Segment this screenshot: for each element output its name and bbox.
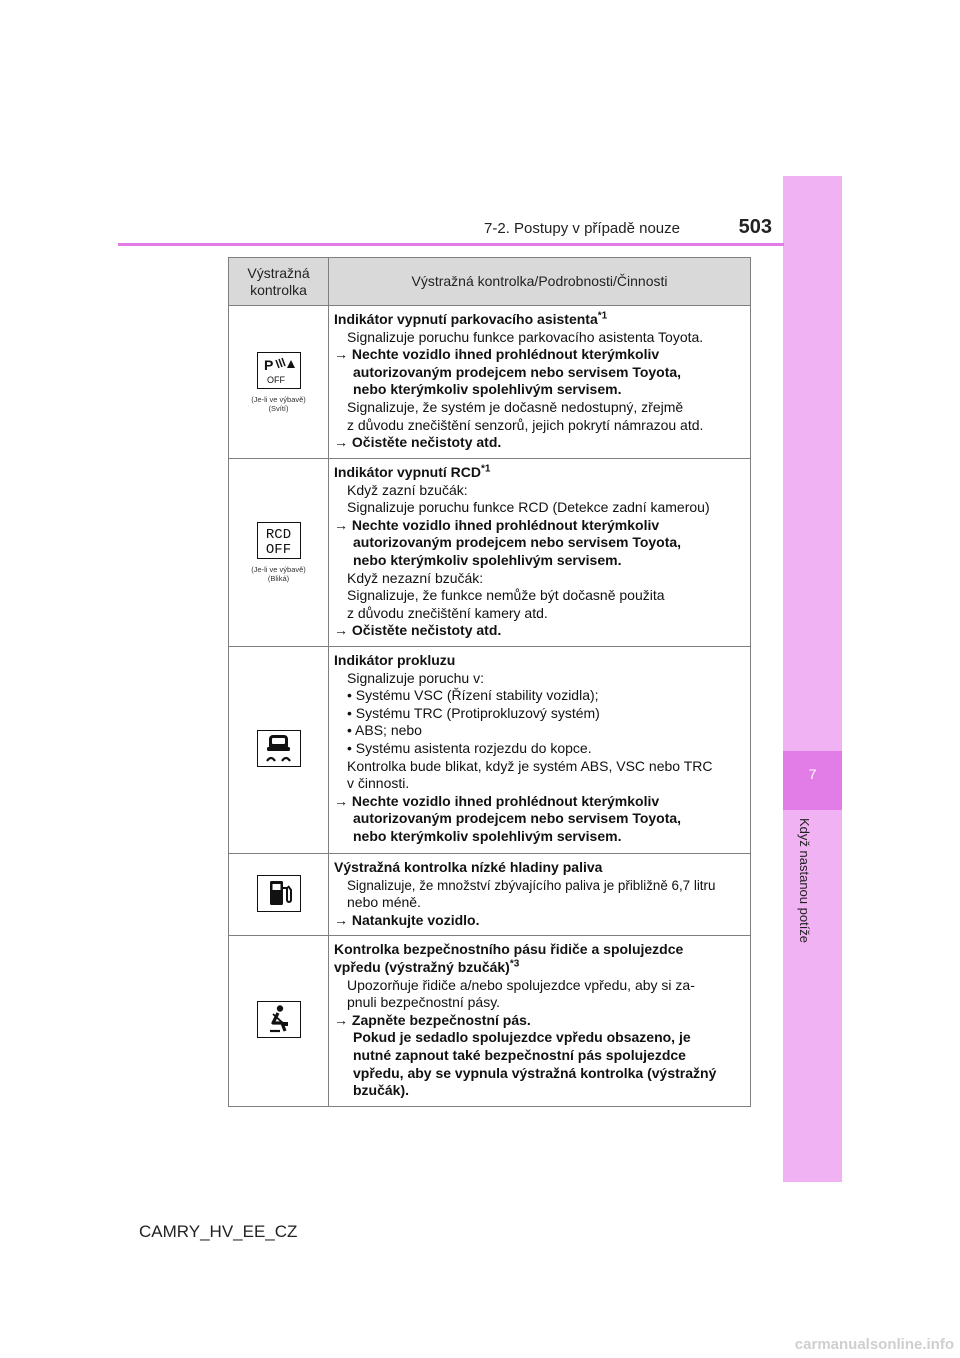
bullet-item: • Systému asistenta rozjezdu do kopce. xyxy=(347,739,592,756)
desc-line: nebo méně. xyxy=(347,894,421,911)
svg-text:OFF: OFF xyxy=(267,374,285,385)
page-number: 503 xyxy=(738,216,772,238)
seatbelt-reminder-icon xyxy=(257,1001,301,1038)
header-rule xyxy=(118,243,784,246)
note-line: Pokud je sedadlo spolujezdce vpředu obsazeno, je xyxy=(353,1029,691,1046)
arrow-icon: → xyxy=(334,346,348,363)
bullet-item: • Systému VSC (Řízení stability vozidla); xyxy=(347,687,599,704)
footnote-mark: *3 xyxy=(509,958,520,970)
desc-line: Signalizuje, že množství zbývajícího paliva je přibližně 6,7 litru xyxy=(347,877,716,893)
arrow-icon: → xyxy=(334,434,348,451)
arrow-icon: → xyxy=(334,516,348,533)
desc-line: Když nezazní bzučák: xyxy=(347,569,484,586)
col-header-light: Výstražná kontrolka xyxy=(229,258,329,306)
chapter-side-tab xyxy=(783,176,842,1182)
action-line: → Nechte vozidlo ihned prohlédnout kterýmkoliv xyxy=(334,346,660,363)
icon-caption: (Je-li ve výbavě) xyxy=(251,565,306,574)
fuel-pump-icon xyxy=(257,875,301,912)
parking-assist-off-icon xyxy=(257,352,301,389)
action-line: autorizovaným prodejcem nebo servisem Toyota, xyxy=(353,534,682,551)
table-row xyxy=(229,854,751,936)
note-line: nutné zapnout také bezpečnostní pás spolujezdce xyxy=(353,1046,686,1063)
arrow-icon: → xyxy=(334,622,348,639)
description-cell xyxy=(329,647,751,854)
action-line: → Očistěte nečistoty atd. xyxy=(334,622,502,639)
table-row xyxy=(229,306,751,459)
chapter-number: 7 xyxy=(808,766,817,782)
icon-cell xyxy=(229,647,329,854)
arrow-icon: → xyxy=(334,911,348,928)
description-cell xyxy=(329,459,751,647)
action-line: autorizovaným prodejcem nebo servisem Toyota, xyxy=(353,363,682,380)
desc-line: Upozorňuje řidiče a/nebo spolujezdce vpředu, aby si za- xyxy=(347,976,695,993)
warning-lights-table xyxy=(228,257,751,1107)
footnote-mark: *1 xyxy=(597,310,608,322)
desc-line: Signalizuje poruchu v: xyxy=(347,669,484,686)
action-line: → Očistěte nečistoty atd. xyxy=(334,434,502,451)
action-line: → Zapněte bezpečnostní pás. xyxy=(334,1011,531,1028)
action-line: → Nechte vozidlo ihned prohlédnout kterýmkoliv xyxy=(334,792,660,809)
action-line: nebo kterýmkoliv spolehlivým servisem. xyxy=(353,381,622,398)
watermark: carmanualsonline.info xyxy=(794,1336,954,1353)
row-title: vpředu (výstražný bzučák)$^{*3}$ xyxy=(334,958,520,975)
icon-caption: (Je-li ve výbavě) xyxy=(251,394,306,404)
desc-line: Signalizuje, že systém je dočasně nedostupný, zřejmě xyxy=(347,398,684,415)
rcd-off-icon xyxy=(257,522,301,559)
slip-indicator-icon xyxy=(257,730,301,767)
arrow-icon: → xyxy=(334,1011,348,1028)
chapter-number-tab xyxy=(783,751,842,810)
row-title: Indikátor vypnutí parkovacího asistenta$^{*1}$ xyxy=(334,310,608,327)
table-row xyxy=(229,459,751,647)
table-row xyxy=(229,647,751,854)
action-line: nebo kterýmkoliv spolehlivým servisem. xyxy=(353,551,622,568)
row-title: Kontrolka bezpečnostního pásu řidiče a spolujezdce xyxy=(334,941,684,958)
col-header-details: Výstražná kontrolka/Podrobnosti/Činnosti xyxy=(329,258,751,306)
table-header-row xyxy=(229,258,751,306)
desc-line: Signalizuje poruchu funkce parkovacího asistenta Toyota. xyxy=(347,328,704,345)
desc-line: Když zazní bzučák: xyxy=(347,481,468,498)
model-code: CAMRY_HV_EE_CZ xyxy=(139,1222,298,1241)
table-row xyxy=(229,936,751,1107)
bullet-item: • ABS; nebo xyxy=(347,722,422,739)
desc-line: pnuli bezpečnostní pásy. xyxy=(347,994,501,1011)
description-cell xyxy=(329,306,751,459)
desc-line: v činnosti. xyxy=(347,775,410,792)
icon-cell xyxy=(229,936,329,1107)
footnote-mark: *1 xyxy=(481,463,491,475)
action-line: → Nechte vozidlo ihned prohlédnout kterýmkoliv xyxy=(334,516,660,533)
description-cell xyxy=(329,936,751,1107)
icon-caption: (Bliká) xyxy=(267,574,290,583)
bullet-item: • Systému TRC (Protiprokluzový systém) xyxy=(347,704,600,721)
icon-cell xyxy=(229,306,329,459)
desc-line: z důvodu znečištění kamery atd. xyxy=(347,604,548,621)
note-line: vpředu, aby se vypnula výstražná kontrolka (výstražný xyxy=(353,1064,717,1081)
desc-line: Kontrolka bude blikat, když je systém ABS, VSC nebo TRC xyxy=(347,757,713,774)
row-title: Indikátor prokluzu xyxy=(334,652,456,668)
desc-line: z důvodu znečištění senzorů, jejich pokrytí námrazou atd. xyxy=(347,416,704,433)
note-line: bzučák). xyxy=(353,1082,410,1099)
arrow-icon: → xyxy=(334,792,348,809)
icon-cell xyxy=(229,854,329,936)
row-title: Indikátor vypnutí RCD$^{*1}$ xyxy=(334,463,491,480)
description-cell xyxy=(329,854,751,936)
action-line: → Natankujte vozidlo. xyxy=(334,911,480,928)
chapter-title: Když nastanou potíže xyxy=(797,818,812,944)
rcd-icon-text: OFF xyxy=(265,542,292,557)
action-line: nebo kterýmkoliv spolehlivým servisem. xyxy=(353,827,622,844)
desc-line: Signalizuje, že funkce nemůže být dočasně použita xyxy=(347,587,665,604)
row-title: Výstražná kontrolka nízké hladiny paliva xyxy=(334,859,603,875)
icon-cell xyxy=(229,459,329,647)
desc-line: Signalizuje poruchu funkce RCD (Detekce zadní kamerou) xyxy=(347,499,710,516)
icon-caption: (Svítí) xyxy=(268,403,289,413)
svg-text:P: P xyxy=(264,356,274,373)
rcd-icon-text: RCD xyxy=(265,527,292,543)
section-title: 7-2. Postupy v případě nouze xyxy=(484,220,680,237)
action-line: autorizovaným prodejcem nebo servisem Toyota, xyxy=(353,810,682,827)
